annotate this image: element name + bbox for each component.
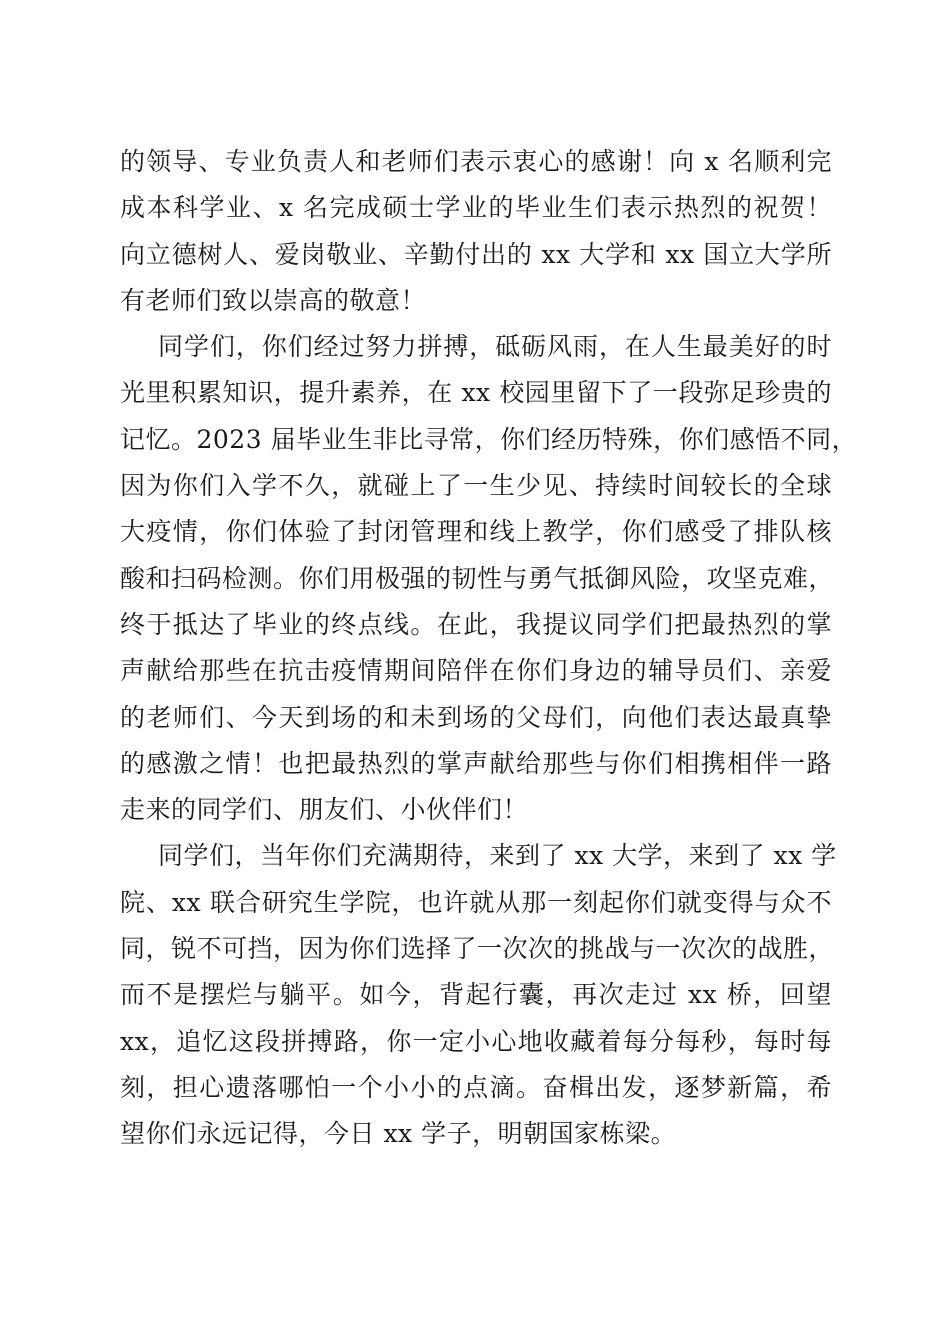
paragraph-3 <box>120 833 837 1157</box>
paragraph-1 <box>120 139 832 324</box>
text-line: 的感激之情！也把最热烈的掌声献给那些与你们相携相伴一路 <box>120 748 832 778</box>
text-line: 成本科学业、x 名完成硕士学业的毕业生们表示热烈的祝贺！ <box>120 193 832 223</box>
text-line: 记忆。2023 届毕业生非比寻常，你们经历特殊，你们感悟不同， <box>120 424 858 454</box>
text-line: 望你们永远记得，今日 xx 学子，明朝国家栋梁。 <box>120 1119 677 1149</box>
text-line: 向立德树人、爱岗敬业、辛勤付出的 xx 大学和 xx 国立大学所 <box>120 239 832 269</box>
text-line: 声献给那些在抗击疫情期间陪伴在你们身边的辅导员们、亲爱 <box>120 656 832 686</box>
text-line: 而不是摆烂与躺平。如今，背起行囊，再次走过 xx 桥，回望 <box>120 980 832 1010</box>
text-line: 光里积累知识，提升素养，在 xx 校园里留下了一段弥足珍贵的 <box>120 378 832 408</box>
text-line: 同，锐不可挡，因为你们选择了一次次的挑战与一次次的战胜， <box>120 934 835 964</box>
text-line: 刻，担心遗落哪怕一个小小的点滴。奋楫出发，逐梦新篇，希 <box>120 1072 832 1102</box>
text-line: 同学们，你们经过努力拼搏，砥砺风雨，在人生最美好的时 <box>158 332 832 362</box>
text-line: 有老师们致以崇高的敬意！ <box>120 285 427 315</box>
text-line: 酸和扫码检测。你们用极强的韧性与勇气抵御风险，攻坚克难， <box>120 563 835 593</box>
text-line: 大疫情，你们体验了封闭管理和线上教学，你们感受了排队核 <box>120 517 832 547</box>
text-line: 同学们，当年你们充满期待，来到了 xx 大学，来到了 xx 学 <box>158 841 837 871</box>
text-line: xx，追忆这段拼搏路，你一定小心地收藏着每分每秒，每时每 <box>120 1026 832 1056</box>
text-line: 院、xx 联合研究生学院，也许就从那一刻起你们就变得与众不 <box>120 887 832 917</box>
text-line: 因为你们入学不久，就碰上了一生少见、持续时间较长的全球 <box>120 471 832 501</box>
text-line: 的领导、专业负责人和老师们表示衷心的感谢！向 x 名顺利完 <box>120 147 832 176</box>
document-body <box>120 139 858 1158</box>
text-line: 的老师们、今天到场的和未到场的父母们，向他们表达最真挚 <box>120 702 832 732</box>
paragraph-2 <box>120 324 858 833</box>
text-line: 走来的同学们、朋友们、小伙伴们！ <box>120 795 529 825</box>
text-line: 终于抵达了毕业的终点线。在此，我提议同学们把最热烈的掌 <box>120 609 832 639</box>
